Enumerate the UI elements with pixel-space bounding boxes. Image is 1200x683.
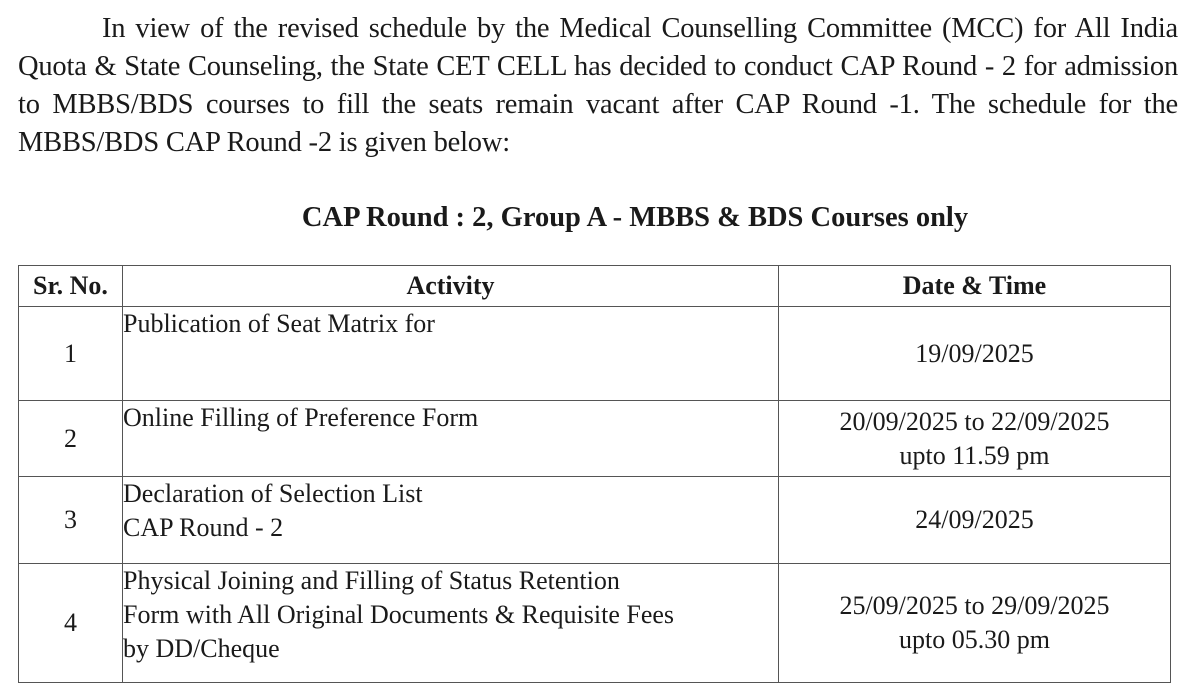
table-row xyxy=(19,401,1171,477)
row-activity xyxy=(123,401,779,477)
row-activity xyxy=(123,477,779,564)
row-activity xyxy=(123,307,779,401)
activity-line: by DD/Cheque xyxy=(123,634,280,663)
activity-line: Online Filling of Preference Form xyxy=(123,403,479,432)
header-date-time: Date & Time xyxy=(779,266,1171,307)
table-row xyxy=(19,307,1171,401)
activity-line: Publication of Seat Matrix for xyxy=(123,309,435,338)
activity-line: Physical Joining and Filling of Status Retention xyxy=(123,566,620,595)
date-line: 19/09/2025 xyxy=(915,338,1034,368)
time-line: upto 05.30 pm xyxy=(899,625,1050,654)
activity-line: Declaration of Selection List xyxy=(123,479,423,508)
table-header-row xyxy=(19,266,1171,307)
activity-line: Form with All Original Documents & Requisite Fees xyxy=(123,600,675,629)
row-sr-no: 4 xyxy=(19,564,123,683)
date-line: 25/09/2025 to 29/09/2025 xyxy=(839,591,1110,620)
row-sr-no: 3 xyxy=(19,477,123,564)
schedule-heading: CAP Round : 2, Group A - MBBS & BDS Courses only xyxy=(301,202,969,233)
row-date-time xyxy=(779,401,1171,477)
row-sr-no: 2 xyxy=(19,401,123,477)
row-date-time xyxy=(779,477,1171,564)
header-sr-no: Sr. No. xyxy=(19,266,123,307)
row-sr-no: 1 xyxy=(19,307,123,401)
row-date-time xyxy=(779,307,1171,401)
date-line: 24/09/2025 xyxy=(915,505,1034,534)
activity-line: CAP Round - 2 xyxy=(123,513,284,542)
schedule-table xyxy=(18,265,1171,683)
header-activity: Activity xyxy=(123,266,779,307)
row-date-time xyxy=(779,564,1171,683)
table-row xyxy=(19,564,1171,683)
time-line: upto 11.59 pm xyxy=(899,440,1050,470)
intro-paragraph: In view of the revised schedule by the Medical Counselling Committee (MCC) for All India Quota & State Counseling, the State CET CELL has decided to conduct CAP Round - 2 for admission to MBBS/BDS courses to fill the seats remain vacant after CAP Round -1. The schedule for the MBBS/BDS CAP Round -2 is given below: xyxy=(18,13,1178,158)
date-line: 20/09/2025 to 22/09/2025 xyxy=(839,406,1110,436)
row-activity xyxy=(123,564,779,683)
table-row xyxy=(19,477,1171,564)
